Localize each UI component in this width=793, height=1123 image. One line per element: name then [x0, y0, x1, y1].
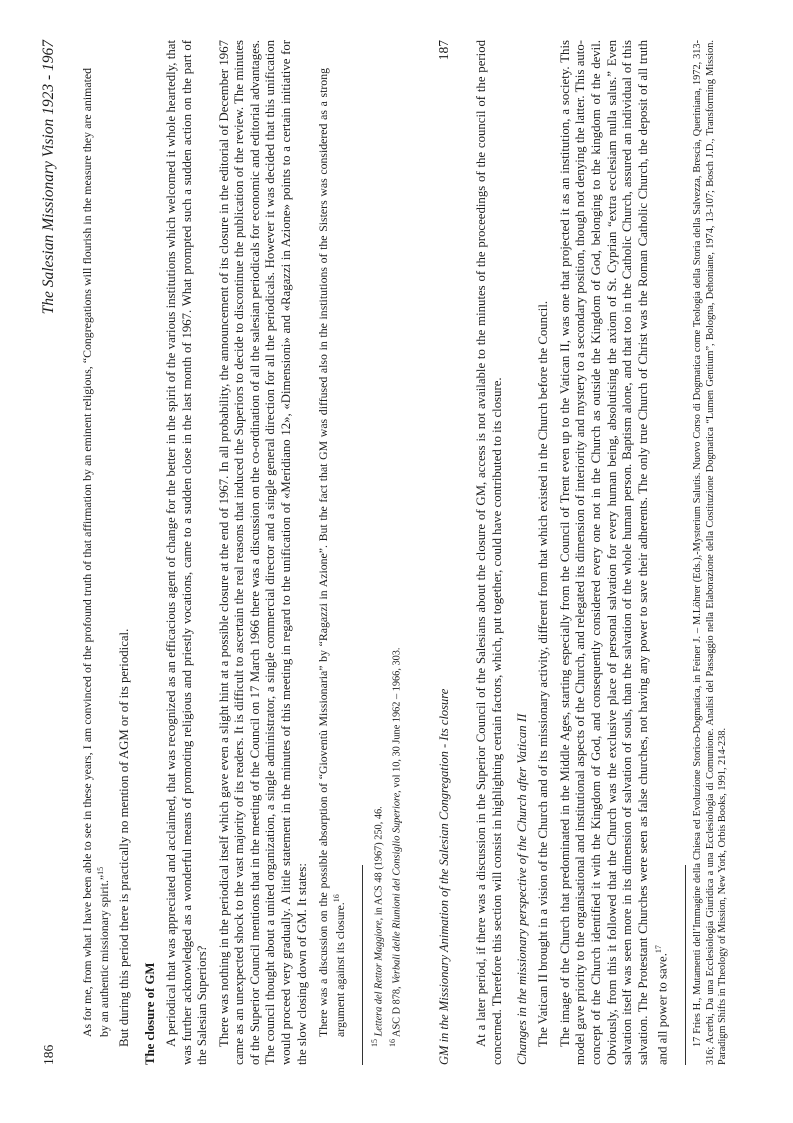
running-title: GM in the Missionary Animation of the Salesian Congregation - Its closure	[437, 688, 451, 1065]
footnote-rule	[362, 865, 363, 1065]
paragraph: There was nothing in the periodical itself which gave even a slight hint at a possible closure at the end of 1967. In all probability, the announcement of its closure in the editorial of December 1967 came as an unexpected shock to the vast majority of its readers. It is difficult to ascertain the real reasons that induced the Superiors to decide to discontinue the publication of the review. The minutes of the Superior Council mentions that in the meeting of the Council on 17 March 1966 there was a discussion on the co-ordination of all the salesian periodicals for economic and editorial advantages. The council thought about a united organization, a single administrator, a single commercial director and a single general direction for all the periodicals. However it was decided that this unification would proceed very gradually. A little statement in the minutes of this meeting in regard to the unification of «Meridiano 12», «Dimensioni» and «Ragazzi in Azione» points to a certain initiative for the slow closing down of GM. It states:	[216, 40, 309, 1065]
block-quote: There was a discussion on the possible absorption of “Gioventù Missionaria” by “Ragazzi in Azione”. But the fact that GM was diffused also in the institutions of the Sisters was considered as a strong argument against its closure.$^{16}$	[316, 68, 348, 1037]
footnote: $^{16}$ ASC D 878, Verbali delle Riunioni del Consiglio Superiore, vol 10, 30 June 1962 – 1966, 303.	[388, 647, 403, 1047]
paragraph: At a later period, if there was a discussion in the Superior Council of the Salesians about the closure of GM, access is not available to the minutes of the proceedings of the council of the period concerned. Therefore this section will consist in highlighting certain factors, which, put together, could have contributed to its closure.	[474, 40, 504, 1065]
paragraph: The image of the Church that predominated in the Middle Ages, starting especially from the Council of Trent even up to the Vatican II, was one that projected it as an institution, a society. This model gave priority to the organisational and institutional aspects of the Church, and relegated its dimension of interiority and mystery to a secondary position, though not denying the latter. This auto-concept of the Church identified it with the Kingdom of God, and consequently considered every one not in the Church as outside the Kingdom of God, belonging to the kingdom of the devil. Obviously, from this it followed that the Church was the exclusive place of personal salvation for every human being, absolutising the axiom of St. Cyprian “extra ecclesiam nulla salus.” Even salvation itself was seen more in its dimension of salvation of souls, than the salvation of the whole human person. Baptism alone, and that too in the Catholic Church, assured an individual of this salvation. The Protestant Churches were seen as false churches, not having any power to save their adherents. The only true Church of Christ was the Roman Catholic Church, the deposit of all truth and all power to save.$^{17}$	[557, 40, 670, 1065]
footnote: $^{15}$ Lettera del Rettor Maggiore, in ACS 48 (1967) 250, 46.	[369, 806, 385, 1047]
running-title: The Salesian Missionary Vision 1923 - 1967	[40, 40, 57, 315]
block-quote: As for me, from what I have been able to see in these years, I am convinced of the profound truth of that affirmation by an eminent religious, “Congregations will flourish in the measure they are animated by an authentic missionary spirit.”$^{15}$	[80, 68, 112, 1037]
section-heading: Changes in the missionary perspective of the Church after Vatican II	[515, 713, 530, 1065]
paragraph: The Vatican II brought in a vision of the Church and of its missionary activity, different from that which existed in the Church before the Council.	[536, 300, 551, 1047]
section-heading: The closure of GM	[142, 962, 157, 1065]
page-number: 187	[436, 40, 451, 61]
right-page	[396, 0, 792, 1123]
footnote-rule	[685, 865, 686, 1065]
footnote: 17 Fries H., Mutamenti dell’Immagine della Chiesa ed Evoluzione Storico-Dogmatica, in Feiner J. – M.Löhrer (Eds.),-Mysterium Salutis. Nuovo Corso di Dogmatica come Teologia della Storia della Salvezza, Brescia, Queriniana, 1972, 313-316; Acerbi, Da una Ecclesiologia Giuridica a una Ecclesiologia di Comunione. Analisi del Passaggio nella Elaborazione della Costituzione Dogmatica “Lumen Gentium”, Bologna, Dehoniane, 1974, 13-107; Bosch J.D., Transforming Mission. Paradigm Shifts in Theology of Mission, New York, Orbis Books, 1991, 214-238.	[692, 40, 729, 1065]
page-number: 186	[41, 1044, 56, 1065]
paragraph: But during this period there is practically no mention of AGM or of its periodical.	[117, 628, 132, 1047]
running-head	[436, 40, 452, 1065]
running-head	[40, 40, 58, 1065]
paragraph: A periodical that was appreciated and acclaimed, that was recognized as an efficacious agent of change for the better in the spirit of the various institutions which welcomed it whole heartedly, that was further acknowledged as a wonderful means of promoting religious and priestly vocations, came to a sudden close in the last month of 1967. What prompted such a sudden action on the part of the Salesian Superiors?	[163, 40, 210, 1065]
